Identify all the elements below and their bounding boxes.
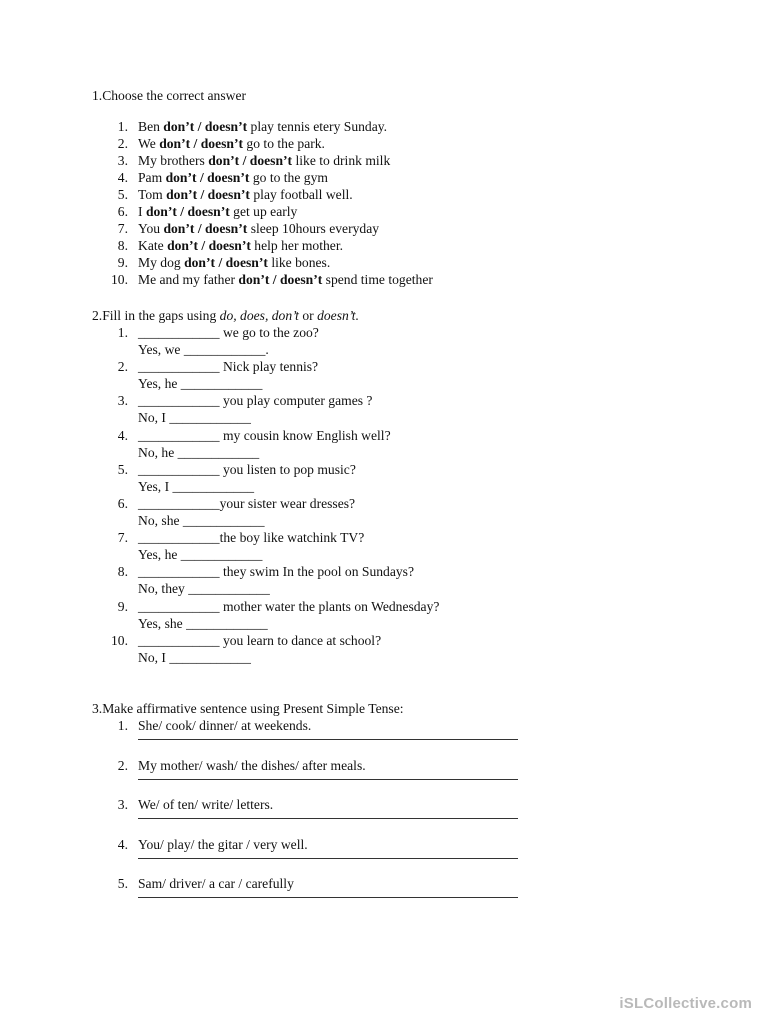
question-text: ____________ we go to the zoo? [138,325,319,340]
list-item: 8. Kate don’t / doesn’t help her mother. [117,238,344,253]
list-item: 6. I don’t / doesn’t get up early [117,204,298,219]
question-text: ____________ you play computer games ? [138,393,373,409]
section2-heading: 2.Fill in the gaps using do, does, don’t or doesn’t. [92,308,359,323]
list-item: 6. ____________your sister wear dresses? No, she ____________ [92,495,572,529]
section3-list [92,717,572,915]
section1-heading: 1.Choose the correct answer [92,88,247,103]
list-item: 3. We/ of ten/ write/ letters. [92,796,572,836]
answer-text: Yes, we ____________. [138,342,269,357]
section1-list [92,118,572,288]
section2-list [92,324,572,666]
list-item: 10. Me and my father don’t / doesn’t spend time together [111,272,433,287]
list-item: 4. Pam don’t / doesn’t go to the gym [117,170,328,185]
question-text: ____________ you listen to pop music? [138,461,356,477]
answer-line [138,858,518,859]
question-text: ____________ mother water the plants on Wednesday? [138,598,440,614]
list-item: 5. Tom don’t / doesn’t play football well. [117,187,353,202]
list-item: 1. Ben don’t / doesn’t play tennis etery Sunday. [117,119,388,134]
answer-line [138,779,518,780]
list-item: 1. ____________ we go to the zoo? Yes, we ____________. [92,324,572,358]
answer-line [138,818,518,819]
list-item: 5. Sam/ driver/ a car / carefully [92,875,572,915]
list-item: 4. You/ play/ the gitar / very well. [92,836,572,876]
list-item: 3. My brothers don’t / doesn’t like to drink milk [117,153,391,168]
section3-heading: 3.Make affirmative sentence using Present Simple Tense: [92,701,404,716]
list-item: 2. ____________ Nick play tennis? Yes, he ____________ [92,358,572,392]
answer-text: No, they ____________ [138,581,270,597]
list-item: 10. ____________ you learn to dance at school? No, I ____________ [92,632,572,666]
answer-text: Yes, she ____________ [138,615,268,631]
list-item: 9. ____________ mother water the plants on Wednesday? Yes, she ____________ [92,598,572,632]
question-text: ____________ my cousin know English well? [138,427,391,443]
list-item: 2. My mother/ wash/ the dishes/ after meals. [92,757,572,797]
answer-line [138,739,518,740]
answer-text: Yes, he ____________ [138,547,263,563]
answer-text: No, she ____________ [138,512,265,528]
list-item: 5. ____________ you listen to pop music? Yes, I ____________ [92,461,572,495]
list-item: 9. My dog don’t / doesn’t like bones. [117,255,331,270]
question-text: ____________ you learn to dance at school? [138,632,382,648]
list-item: 1. She/ cook/ dinner/ at weekends. [92,717,572,757]
list-item: 7. ____________the boy like watchink TV? Yes, he ____________ [92,529,572,563]
list-item: 3. ____________ you play computer games ? No, I ____________ [92,392,572,426]
question-text: ____________ Nick play tennis? [138,359,319,375]
answer-text: Yes, I ____________ [138,478,255,494]
question-text: ____________ they swim In the pool on Sundays? [138,564,415,580]
answer-text: No, I ____________ [138,410,251,426]
list-item: 7. You don’t / doesn’t sleep 10hours everyday [117,221,380,236]
list-item: 4. ____________ my cousin know English well? No, he ____________ [92,427,572,461]
answer-text: Yes, he ____________ [138,376,263,392]
question-text: ____________the boy like watchink TV? [138,530,365,546]
watermark-text: iSLCollective.com [619,995,752,1012]
answer-text: No, he ____________ [138,444,260,460]
list-item: 8. ____________ they swim In the pool on Sundays? No, they ____________ [92,563,572,597]
list-item: 2. We don’t / doesn’t go to the park. [117,136,325,151]
answer-line [138,897,518,898]
question-text: ____________your sister wear dresses? [138,495,356,511]
answer-text: No, I ____________ [138,649,251,665]
